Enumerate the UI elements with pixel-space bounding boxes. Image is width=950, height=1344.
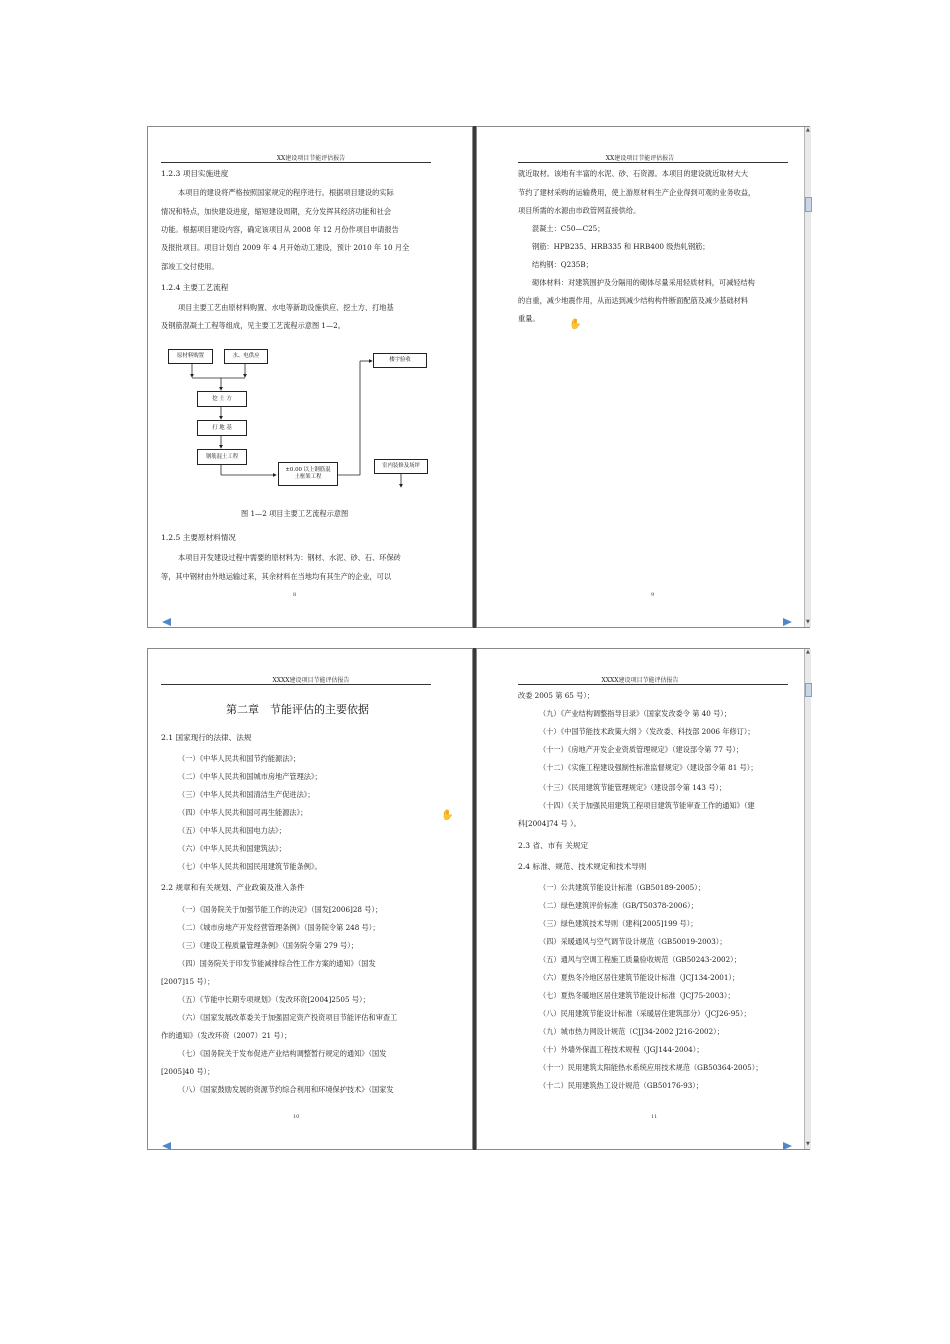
hand-cursor-icon: ✋ — [441, 810, 454, 821]
scroll-down-arrow-icon[interactable]: ▼ — [806, 619, 810, 625]
header-rule — [518, 162, 788, 163]
rule-line: 作的通知》（发改环资（2007）21 号）； — [161, 1031, 292, 1040]
paragraph-line: 部竣工交付使用。 — [161, 262, 219, 271]
standard-item: （八）民用建筑节能设计标准（采暖居住建筑部分）（JCJ26-95）； — [539, 1009, 751, 1018]
page-number: 8 — [293, 592, 297, 598]
scroll-down-arrow-icon[interactable]: ▼ — [806, 1141, 810, 1147]
paragraph-line: 本项目开发建设过程中需要的原材料为：钢材、水泥、砂、石、环保砖 — [178, 553, 401, 562]
rule-line: 改委 2005 第 65 号）； — [518, 691, 595, 700]
rule-line: （七）《国务院关于发布促进产业结构调整暂行规定的通知》（国发 — [178, 1049, 387, 1058]
law-item: （七）《中华人民共和国民用建筑节能条例》。 — [178, 862, 322, 871]
material-item: 钢筋：HPB235、HRB335 和 HRB400 级热轧钢筋； — [532, 242, 710, 251]
next-page-arrow-icon[interactable] — [783, 1142, 792, 1150]
flow-step-water-power: 水、电供应 — [224, 349, 268, 364]
standard-item: （四）采暖通风与空气调节设计规范（GB50019-2003）； — [539, 937, 727, 946]
paragraph-line: 情况和特点，加快建设进度，缩短建设周期，充分发挥其经济功能和社会 — [161, 207, 392, 216]
vertical-scrollbar[interactable] — [804, 649, 811, 1149]
paragraph-line: 项目所需的水源由市政管网直接供给。 — [518, 206, 641, 215]
rule-line: （六）《国家发展改革委关于加强固定资产投资项目节能评估和审查工 — [178, 1013, 398, 1022]
page-number: 11 — [651, 1114, 658, 1120]
scroll-up-arrow-icon[interactable]: ▲ — [806, 127, 810, 133]
standard-item: （九）城市热力网设计规范（CJJ34-2002 J216-2002）； — [539, 1027, 724, 1036]
next-page-arrow-icon[interactable] — [783, 618, 792, 626]
section-title: 2.4 标准、规范、技术规定和技术导则 — [518, 862, 647, 871]
standard-item: （十一）民用建筑太阳能热水系统应用技术规范（GB50364-2005）； — [539, 1063, 763, 1072]
document-page-11 — [476, 648, 810, 1150]
rule-line: （四）国务院关于印发节能减排综合性工作方案的通知》（国发 — [178, 959, 376, 968]
section-title: 1.2.3 项目实施进度 — [161, 169, 229, 178]
paragraph-line: 及报批项目。项目计划自 2009 年 4 月开始动工建设，预计 2010 年 10 月全 — [161, 243, 410, 252]
rule-line: （八）《国家鼓励发展的资源节约综合利用和环境保护技术》（国家发 — [178, 1085, 394, 1094]
section-title: 1.2.5 主要原材料情况 — [161, 533, 236, 542]
standard-item: （三）绿色建筑技术导则（建科[2005]199 号）； — [539, 919, 698, 928]
standard-item: （十）外墙外保温工程技术规程（JGJ144-2004）； — [539, 1045, 704, 1054]
law-item: （二）《中华人民共和国城市房地产管理法》； — [178, 772, 322, 781]
flow-step-raw-material: 原材料购置 — [168, 349, 213, 364]
figure-caption: 图 1—2 项目主要工艺流程示意图 — [241, 509, 349, 518]
document-page-8 — [147, 126, 473, 628]
rule-line: （三）《建设工程质量管理条例》（国务院令第 279 号）； — [178, 941, 358, 950]
rule-line: （一）《国务院关于加强节能工作的决定》（国发[2006]28 号）； — [178, 905, 383, 914]
chapter-title: 第二章 节能评估的主要依据 — [226, 703, 369, 716]
material-item: 结构钢：Q235B； — [532, 260, 593, 269]
standard-item: （二）绿色建筑评价标准（GB/T50378-2006）； — [539, 901, 698, 910]
law-item: （三）《中华人民共和国清洁生产促进法》； — [178, 790, 315, 799]
flow-step-interior: 室内装修及场坪 — [374, 459, 428, 474]
standard-item: （十二）民用建筑热工设计规范（GB50176-93）； — [539, 1081, 704, 1090]
paragraph-line: 功能。根据项目建设内容，确定该项目从 2008 年 12 月份作项目申请报告 — [161, 225, 399, 234]
material-item: 混凝土：C50—C25； — [532, 224, 605, 233]
paragraph-line: 重量。 — [518, 314, 540, 323]
paragraph-line: 的自重，减少地震作用，从而达到减少结构构件断面配筋及减少基础材料 — [518, 296, 749, 305]
scroll-up-arrow-icon[interactable]: ▲ — [806, 649, 810, 655]
page-header: XX建设项目节能评估报告 — [605, 155, 675, 162]
flow-step-upper-structure: ±0.00 以上钢筋混土框架工程 — [278, 462, 338, 486]
document-page-9 — [476, 126, 810, 628]
law-item: （四）《中华人民共和国可再生能源法》； — [178, 808, 308, 817]
scrollbar-thumb[interactable] — [805, 197, 812, 212]
rule-line: （十四）《关于加强民用建筑工程项目建筑节能审查工作的通知》（建 — [539, 801, 755, 810]
paragraph-line: 砌体材料：对建筑围护及分隔用的砌体尽量采用轻质材料，可减轻结构 — [532, 278, 755, 287]
rule-line: （二）《城市房地产开发经营管理条例》（国务院令第 248 号）； — [178, 923, 380, 932]
rule-line: （九）《产业结构调整指导目录》（国家发改委令 第 40 号）； — [539, 709, 732, 718]
law-item: （一）《中华人民共和国节约能源法》； — [178, 754, 301, 763]
rule-line: （十二）《实施工程建设强制性标准监督规定》（建设部令第 81 号）； — [539, 763, 758, 772]
paragraph-line: 节约了建材采购的运输费用，使上游原材料生产企业得到可观的业务收益， — [518, 188, 756, 197]
flow-step-concrete: 钢筋混土工程 — [197, 449, 247, 465]
scrollbar-thumb[interactable] — [805, 683, 812, 697]
section-title: 2.3 省、市有 关规定 — [518, 841, 589, 850]
law-item: （六）《中华人民共和国建筑法》； — [178, 844, 286, 853]
standard-item: （一）公共建筑节能设计标准（GB50189-2005）； — [539, 883, 706, 892]
flow-step-foundation: 打 地 基 — [197, 420, 247, 436]
flow-step-excavation: 挖 土 方 — [197, 391, 247, 407]
standard-item: （五）通风与空调工程施工质量验收规范（GB50243-2002）； — [539, 955, 741, 964]
page-header: XXXX建设项目节能评估报告 — [272, 677, 350, 684]
rule-line: （五）《节能中长期专项规划》（发改环资[2004]2505 号）； — [178, 995, 370, 1004]
paragraph-line: 本项目的建设将严格按照国家规定的程序进行。根据项目建设的实际 — [178, 188, 394, 197]
hand-cursor-icon: ✋ — [569, 319, 582, 330]
rule-line: [2005]40 号）； — [161, 1067, 215, 1076]
page-number: 9 — [651, 592, 655, 598]
law-item: （五）《中华人民共和国电力法》； — [178, 826, 286, 835]
page-number: 10 — [293, 1114, 300, 1120]
standard-item: （六）夏热冬冷地区居住建筑节能设计标准（JCJ134-2001）； — [539, 973, 740, 982]
page-header: XXXX建设项目节能评估报告 — [601, 677, 679, 684]
rule-line: [2007]15 号）； — [161, 977, 215, 986]
section-title: 2.1 国家现行的法律、法规 — [161, 733, 252, 742]
paragraph-line: 及钢筋混凝土工程等组成，见主要工艺流程示意图 1—2。 — [161, 321, 345, 330]
header-rule — [161, 684, 431, 685]
standard-item: （七）夏热冬暖地区居住建筑节能设计标准（JCJ75-2003）； — [539, 991, 735, 1000]
rule-line: （十一）《房地产开发企业资质管理规定》（建设部令第 77 号）； — [539, 745, 744, 754]
previous-page-arrow-icon[interactable] — [162, 618, 171, 626]
paragraph-line: 项目主要工艺由原材料购置、水电等新助设施供应、挖土方、打地基 — [178, 303, 394, 312]
rule-line: （十）《中国节能技术政策大纲 》（发改委、科技部 2006 年修订）； — [539, 727, 755, 736]
flow-step-handover: 楼宇验收 — [373, 353, 427, 368]
rule-line: 科[2004]74 号 ）。 — [518, 819, 581, 828]
page-header: XX建设项目节能评估报告 — [276, 155, 346, 162]
paragraph-line: 等，其中钢材由外地运输过来，其余材料在当地均有其生产的企业，可以 — [161, 572, 392, 581]
paragraph-line: 就近取材。该地有丰富的水泥、砂、石资源。本项目的建设就近取材大大 — [518, 169, 749, 178]
rule-line: （十三）《民用建筑节能管理规定》（建设部令第 143 号）； — [539, 783, 727, 792]
document-page-10 — [147, 648, 473, 1150]
section-title: 1.2.4 主要工艺流程 — [161, 283, 229, 292]
header-rule — [518, 684, 788, 685]
section-title: 2.2 规章和有关规划、产业政策及准入条件 — [161, 883, 305, 892]
previous-page-arrow-icon[interactable] — [162, 1142, 171, 1150]
vertical-scrollbar[interactable] — [804, 127, 811, 627]
